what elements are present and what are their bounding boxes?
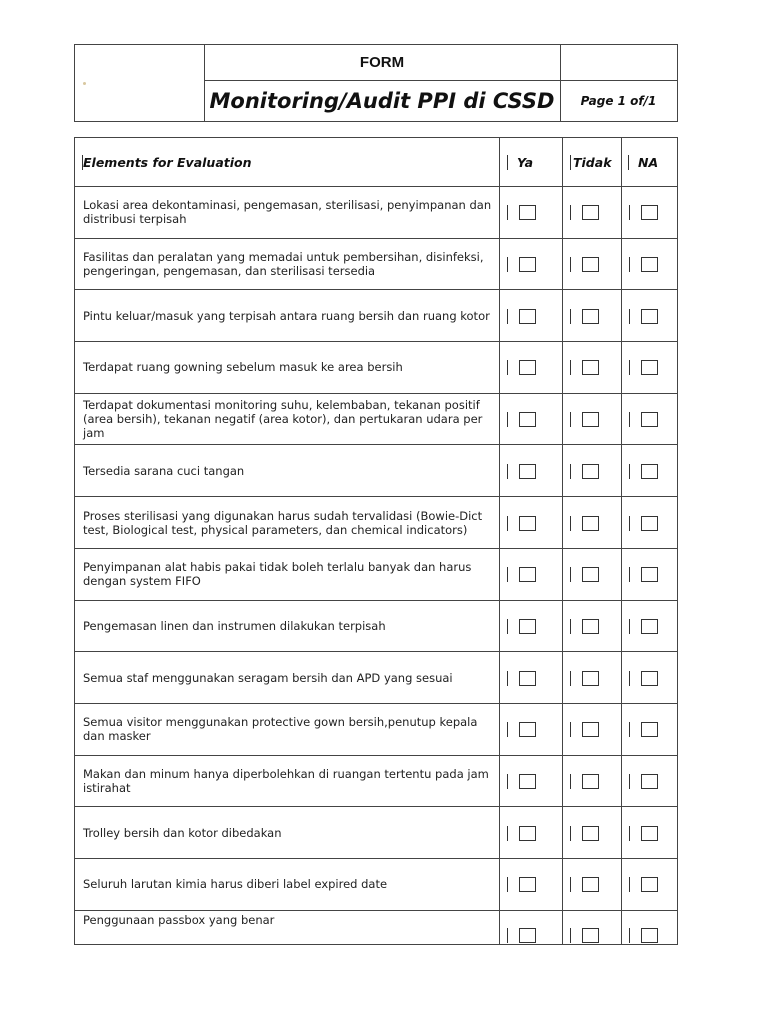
- cursor-mark: [507, 619, 508, 634]
- option-na-cell: [621, 394, 677, 445]
- cursor-mark: [629, 671, 630, 686]
- option-tidak-cell: [562, 394, 618, 445]
- cursor-mark: [629, 257, 630, 272]
- table-row: [75, 601, 677, 653]
- cursor-mark: [629, 774, 630, 789]
- cursor-mark: [570, 412, 571, 427]
- checkbox-na[interactable]: [641, 619, 658, 634]
- cursor-mark: [570, 257, 571, 272]
- cursor-mark: [629, 360, 630, 375]
- table-row: [75, 549, 677, 601]
- checkbox-na[interactable]: [641, 928, 658, 943]
- table-row: [75, 394, 677, 446]
- cursor-mark: [507, 826, 508, 841]
- option-header-na: NA: [628, 138, 686, 186]
- option-na-cell: [621, 549, 677, 600]
- cursor-mark: [507, 722, 508, 737]
- cursor-mark: [570, 205, 571, 220]
- option-ya-cell: [499, 342, 555, 393]
- option-tidak-cell: [562, 756, 618, 807]
- option-na-cell: [621, 601, 677, 652]
- checkbox-na[interactable]: [641, 567, 658, 582]
- evaluation-item-text: Semua visitor menggunakan protective gown bersih,penutup kepala dan masker: [83, 715, 478, 744]
- option-ya-cell: [499, 859, 555, 910]
- form-label: FORM: [204, 45, 561, 81]
- option-tidak-cell: [562, 807, 618, 858]
- evaluation-item-text: Tersedia sarana cuci tangan: [83, 463, 245, 478]
- cursor-mark: [570, 826, 571, 841]
- evaluation-item-text: Penyimpanan alat habis pakai tidak boleh terlalu banyak dan harus dengan system FIFO: [83, 560, 472, 589]
- page-number: Page 1 of/1: [580, 94, 657, 108]
- checkbox-ya[interactable]: [519, 516, 536, 531]
- checkbox-ya[interactable]: [519, 619, 536, 634]
- checkbox-ya[interactable]: [519, 928, 536, 943]
- option-ya-cell: [499, 911, 555, 944]
- evaluation-table: [74, 137, 678, 945]
- option-na-cell: [621, 807, 677, 858]
- checkbox-ya[interactable]: [519, 826, 536, 841]
- evaluation-item-text: Lokasi area dekontaminasi, pengemasan, sterilisasi, penyimpanan dan distribusi terpisah: [83, 198, 492, 227]
- option-na-cell: [621, 497, 677, 548]
- cursor-mark: [570, 567, 571, 582]
- table-row: [75, 342, 677, 394]
- cursor-mark: [629, 516, 630, 531]
- option-na-cell: [621, 342, 677, 393]
- checkbox-ya[interactable]: [519, 671, 536, 686]
- cursor-mark: [507, 516, 508, 531]
- cursor-mark: [507, 412, 508, 427]
- form-title: Monitoring/Audit PPI di CSSD: [204, 80, 561, 122]
- checkbox-tidak[interactable]: [582, 205, 599, 220]
- cursor-mark: [629, 722, 630, 737]
- option-na-cell: [621, 290, 677, 341]
- option-ya-cell: [499, 549, 555, 600]
- checkbox-na[interactable]: [641, 360, 658, 375]
- evaluation-item-text: Seluruh larutan kimia harus diberi label expired date: [83, 877, 388, 892]
- cursor-mark: [570, 671, 571, 686]
- evaluation-item-text: Pengemasan linen dan instrumen dilakukan terpisah: [83, 618, 386, 633]
- option-na-cell: [621, 187, 677, 238]
- checkbox-na[interactable]: [641, 205, 658, 220]
- cursor-mark: [629, 877, 630, 892]
- cursor-mark: [629, 567, 630, 582]
- option-ya-cell: [499, 807, 555, 858]
- checkbox-tidak[interactable]: [582, 671, 599, 686]
- table-header-row: [75, 138, 677, 187]
- option-na-cell: [621, 756, 677, 807]
- checkbox-ya[interactable]: [519, 774, 536, 789]
- option-tidak-cell: [562, 601, 618, 652]
- option-ya-cell: [499, 446, 555, 497]
- checkbox-na[interactable]: [641, 774, 658, 789]
- checkbox-na[interactable]: [641, 412, 658, 427]
- evaluation-item-text: Trolley bersih dan kotor dibedakan: [83, 825, 282, 840]
- checkbox-na[interactable]: [641, 877, 658, 892]
- checkbox-tidak[interactable]: [582, 309, 599, 324]
- option-na-cell: [621, 911, 677, 944]
- checkbox-na[interactable]: [641, 826, 658, 841]
- cursor-mark: [629, 928, 630, 943]
- table-row: [75, 239, 677, 291]
- cursor-mark: [507, 464, 508, 479]
- header-blank-cell: [560, 45, 677, 81]
- table-row: [75, 911, 677, 944]
- cursor-mark: [570, 722, 571, 737]
- checkbox-na[interactable]: [641, 257, 658, 272]
- evaluation-item-text: Proses sterilisasi yang digunakan harus sudah tervalidasi (Bowie-Dict test, Biological test, physical parameters, dan chemical indicators): [83, 508, 483, 537]
- cursor-mark: [570, 309, 571, 324]
- checkbox-tidak[interactable]: [582, 567, 599, 582]
- cursor-mark: [570, 360, 571, 375]
- option-ya-cell: [499, 290, 555, 341]
- option-ya-cell: [499, 601, 555, 652]
- option-ya-cell: [499, 704, 555, 755]
- option-ya-cell: [499, 394, 555, 445]
- option-tidak-cell: [562, 290, 618, 341]
- cursor-mark: [507, 257, 508, 272]
- checkbox-ya[interactable]: [519, 360, 536, 375]
- option-na-cell: [621, 652, 677, 703]
- option-ya-cell: [499, 497, 555, 548]
- checkbox-na[interactable]: [641, 722, 658, 737]
- option-tidak-cell: [562, 859, 618, 910]
- option-na-cell: [621, 704, 677, 755]
- evaluation-item-text: Makan dan minum hanya diperbolehkan di ruangan tertentu pada jam istirahat: [83, 767, 489, 796]
- cursor-mark: [570, 877, 571, 892]
- cursor-mark: [570, 928, 571, 943]
- option-na-cell: [621, 446, 677, 497]
- option-header-tidak: Tidak: [570, 138, 628, 186]
- option-tidak-cell: [562, 446, 618, 497]
- cursor-mark: [507, 205, 508, 220]
- checkbox-tidak[interactable]: [582, 928, 599, 943]
- table-row: [75, 290, 677, 342]
- option-tidak-cell: [562, 497, 618, 548]
- cursor-mark: [570, 774, 571, 789]
- option-ya-cell: [499, 187, 555, 238]
- elements-header: Elements for Evaluation: [83, 154, 252, 170]
- checkbox-tidak[interactable]: [582, 774, 599, 789]
- checkbox-ya[interactable]: [519, 722, 536, 737]
- checkbox-tidak[interactable]: [582, 360, 599, 375]
- evaluation-item-text: Semua staf menggunakan seragam bersih dan APD yang sesuai: [83, 670, 453, 685]
- cursor-mark: [570, 516, 571, 531]
- cursor-mark: [507, 567, 508, 582]
- cursor-mark: [507, 671, 508, 686]
- checkbox-ya[interactable]: [519, 205, 536, 220]
- checkbox-na[interactable]: [641, 309, 658, 324]
- checkbox-tidak[interactable]: [582, 464, 599, 479]
- option-tidak-cell: [562, 911, 618, 944]
- cursor-mark: [629, 309, 630, 324]
- checkbox-na[interactable]: [641, 671, 658, 686]
- cursor-mark: [507, 877, 508, 892]
- table-row: [75, 859, 677, 911]
- cursor-mark: [570, 619, 571, 634]
- checkbox-tidak[interactable]: [582, 619, 599, 634]
- checkbox-tidak[interactable]: [582, 722, 599, 737]
- table-row: [75, 756, 677, 808]
- checkbox-ya[interactable]: [519, 877, 536, 892]
- checkbox-tidak[interactable]: [582, 826, 599, 841]
- table-row: [75, 187, 677, 239]
- evaluation-item-text: Terdapat ruang gowning sebelum masuk ke area bersih: [83, 360, 403, 375]
- logo-cell: [75, 45, 205, 121]
- checkbox-ya[interactable]: [519, 257, 536, 272]
- checkbox-tidak[interactable]: [582, 516, 599, 531]
- checkbox-tidak[interactable]: [582, 257, 599, 272]
- evaluation-item-text: Terdapat dokumentasi monitoring suhu, kelembaban, tekanan positif (area bersih), tekanan negatif (area kotor), dan pertukaran udara per jam: [83, 398, 483, 441]
- form-header: [74, 44, 678, 122]
- table-row: [75, 652, 677, 704]
- table-row: [75, 497, 677, 549]
- option-na-cell: [621, 239, 677, 290]
- option-ya-cell: [499, 239, 555, 290]
- cursor-mark: [629, 464, 630, 479]
- checkbox-ya[interactable]: [519, 309, 536, 324]
- checkbox-na[interactable]: [641, 464, 658, 479]
- checkbox-tidak[interactable]: [582, 877, 599, 892]
- option-tidak-cell: [562, 239, 618, 290]
- evaluation-item-text: Fasilitas dan peralatan yang memadai untuk pembersihan, disinfeksi, pengeringan, pengemasan, dan sterilisasi tersedia: [83, 250, 484, 279]
- option-tidak-cell: [562, 187, 618, 238]
- option-tidak-cell: [562, 342, 618, 393]
- checkbox-ya[interactable]: [519, 412, 536, 427]
- evaluation-item-text: Pintu keluar/masuk yang terpisah antara ruang bersih dan ruang kotor: [83, 308, 490, 323]
- cursor-mark: [629, 619, 630, 634]
- cursor-mark: [629, 412, 630, 427]
- option-tidak-cell: [562, 549, 618, 600]
- checkbox-ya[interactable]: [519, 567, 536, 582]
- cursor-mark: [507, 360, 508, 375]
- option-ya-cell: [499, 652, 555, 703]
- checkbox-ya[interactable]: [519, 464, 536, 479]
- cursor-mark: [570, 464, 571, 479]
- option-na-cell: [621, 859, 677, 910]
- cursor-mark: [629, 205, 630, 220]
- cursor-mark: [507, 309, 508, 324]
- table-row: [75, 807, 677, 859]
- cursor-mark: [507, 774, 508, 789]
- checkbox-tidak[interactable]: [582, 412, 599, 427]
- option-header-ya: Ya: [507, 138, 565, 186]
- logo-mark: [83, 82, 86, 85]
- checkbox-na[interactable]: [641, 516, 658, 531]
- option-tidak-cell: [562, 652, 618, 703]
- table-row: [75, 446, 677, 498]
- evaluation-item-text: Penggunaan passbox yang benar: [83, 912, 275, 927]
- option-ya-cell: [499, 756, 555, 807]
- cursor-mark: [507, 928, 508, 943]
- option-tidak-cell: [562, 704, 618, 755]
- cursor-mark: [629, 826, 630, 841]
- table-row: [75, 704, 677, 756]
